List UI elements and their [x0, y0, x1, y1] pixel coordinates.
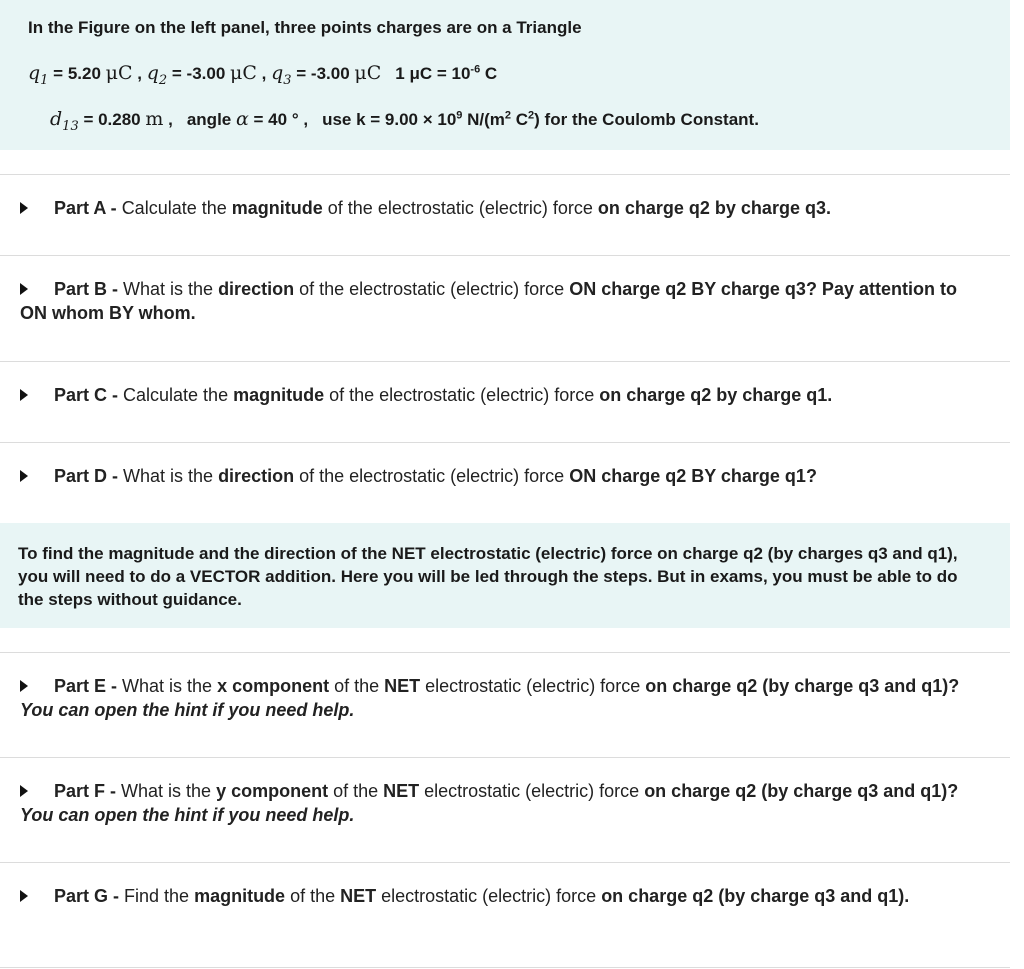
- d13-value: = 0.280: [78, 110, 146, 129]
- divider: [0, 652, 1010, 653]
- part-f-toggle[interactable]: Part F - What is the y component of the NET electrostatic (electric) force on charge q2 (by charge q3 and q1)? You can open the hint if you need help.: [20, 781, 959, 825]
- expand-arrow-icon[interactable]: [20, 470, 28, 482]
- q1-unit: μC: [105, 62, 133, 84]
- divider: [0, 442, 1010, 443]
- expand-arrow-icon[interactable]: [20, 283, 28, 295]
- q2-unit: μC: [230, 62, 257, 84]
- divider: [0, 255, 1010, 256]
- hint-text: You can open the hint if you need help.: [20, 805, 355, 825]
- q2-value: = -3.00: [167, 64, 231, 83]
- divider: [0, 757, 1010, 758]
- q3-value: = -3.00: [291, 64, 355, 83]
- divider: [0, 361, 1010, 362]
- hint-text: You can open the hint if you need help.: [20, 700, 355, 720]
- part-d-toggle[interactable]: Part D - What is the direction of the electrostatic (electric) force ON charge q2 BY charge q1?: [20, 464, 980, 488]
- angle-value: = 40 ° ,: [248, 110, 309, 129]
- charges-line: $q_1 = 5.20$ μC , $q_2 = -3.00$ μC , $q_3 = -3.00$ μC 1 $\mu C = 10^{-6}$ C: [28, 62, 498, 88]
- part-g-toggle[interactable]: Part G - Find the magnitude of the NET electrostatic (electric) force on charge q2 (by charge q3 and q1).: [20, 884, 980, 908]
- vector-addition-note: To find the magnitude and the direction of the NET electrostatic (electric) force on charge q2 (by charges q3 and q1), you will need to do a VECTOR addition. Here you will be led through the steps. But in exams, you must be able to do the steps without guidance.: [18, 544, 958, 609]
- alpha-symbol: α: [235, 108, 249, 130]
- microcoulomb-conversion: 1 $\mu C = 10^{-6}$ C: [395, 63, 498, 83]
- expand-arrow-icon[interactable]: [20, 680, 28, 692]
- expand-arrow-icon[interactable]: [20, 202, 28, 214]
- q1-value: = 5.20: [48, 64, 106, 83]
- q2-symbol: $q_2$: [146, 62, 168, 88]
- divider: [0, 174, 1010, 175]
- q3-symbol: $q_3$: [271, 62, 292, 88]
- divider: [0, 862, 1010, 863]
- angle-label: angle: [186, 110, 236, 129]
- expand-arrow-icon[interactable]: [20, 785, 28, 797]
- part-a-toggle[interactable]: Part A - Calculate the magnitude of the electrostatic (electric) force on charge q2 by charge q3.: [20, 196, 980, 220]
- distance-angle-constant-line: $d_{13} = 0.280$ m , angle α = 40 ° , use $k = 9.00 \times 10^9$ $N/(m^2$ $C^2$) for the Coulomb Constant.: [50, 108, 759, 134]
- problem-intro-text: In the Figure on the left panel, three points charges are on a Triangle: [28, 18, 582, 37]
- expand-arrow-icon[interactable]: [20, 389, 28, 401]
- vector-addition-note-panel: [0, 523, 1010, 628]
- expand-arrow-icon[interactable]: [20, 890, 28, 902]
- part-c-toggle[interactable]: Part C - Calculate the magnitude of the electrostatic (electric) force on charge q2 by charge q1.: [20, 383, 980, 407]
- part-b-toggle[interactable]: Part B - What is the direction of the electrostatic (electric) force ON charge q2 BY charge q3? Pay attention to ON whom BY whom.: [20, 279, 957, 323]
- q3-unit: μC: [354, 62, 382, 84]
- problem-statement-panel: [0, 0, 1010, 150]
- d13-symbol: $d_{13}$: [50, 108, 79, 134]
- q1-symbol: $q_1$: [28, 62, 49, 88]
- divider: [0, 967, 1010, 968]
- part-e-toggle[interactable]: Part E - What is the x component of the NET electrostatic (electric) force on charge q2 (by charge q3 and q1)? You can open the hint if you need help.: [20, 676, 960, 720]
- d13-unit: m: [145, 108, 164, 130]
- coulomb-constant: use $k = 9.00 \times 10^9$ $N/(m^2$ $C^2$) for the Coulomb Constant.: [322, 109, 759, 129]
